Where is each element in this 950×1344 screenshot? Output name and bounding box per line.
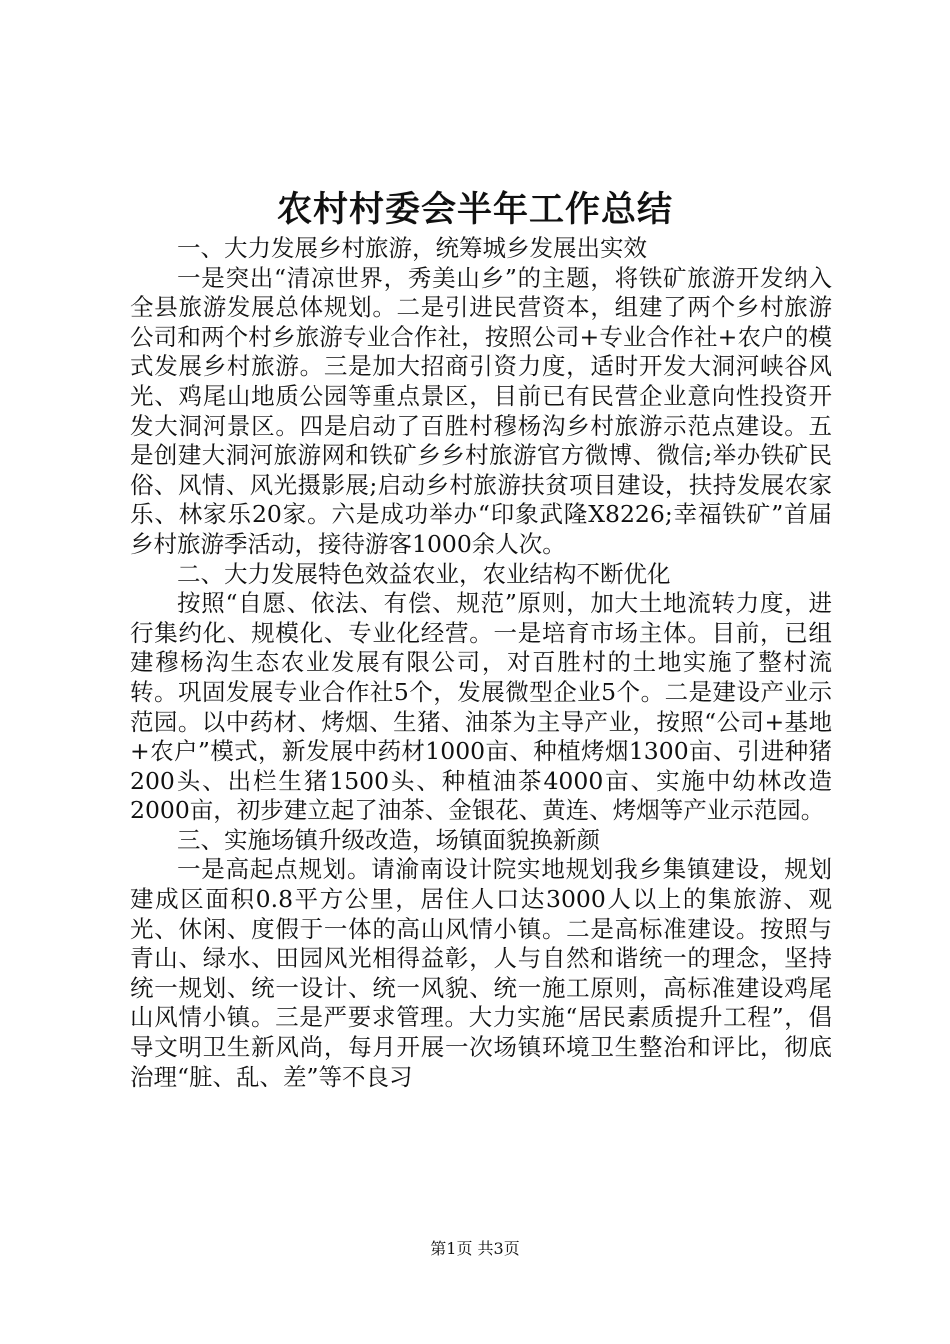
paragraph-1: 一是突出“清凉世界，秀美山乡”的主题，将铁矿旅游开发纳入全县旅游发展总体规划。二是引进民营资本，组建了两个乡村旅游公司和两个村乡旅游专业合作社，按照公司+专业合作社+农户的模式发展乡村旅游。三是加大招商引资力度，适时开发大洞河峡谷风光、鸡尾山地质公园等重点景区，目前已有民营企业意向性投资开发大洞河景区。四是启动了百胜村穆杨沟乡村旅游示范点建设。五是创建大洞河旅游网和铁矿乡乡村旅游官方微博、微信;举办铁矿民俗、风情、风光摄影展;启动乡村旅游扶贫项目建设，扶持发展农家乐、林家乐20家。六是成功举办“印象武隆X8226;幸福铁矿”首届乡村旅游季活动，接待游客1000余人次。 <box>130 263 832 558</box>
section-heading-3: 三、实施场镇升级改造，场镇面貌换新颜 <box>177 825 600 854</box>
section-heading-1: 一、大力发展乡村旅游，统筹城乡发展出实效 <box>177 234 647 262</box>
page-number-footer: 第1页 共3页 <box>430 1239 520 1258</box>
document-title: 农村村委会半年工作总结 <box>276 189 673 230</box>
paragraph-3: 一是高起点规划。请渝南设计院实地规划我乡集镇建设，规划建成区面积0.8平方公里，居住人口达3000人以上的集旅游、观光、休闲、度假于一体的高山风情小镇。二是高标准建设。按照与青山、绿水、田园风光相得益彰，人与自然和谐统一的理念，坚持统一规划、统一设计、统一风貌、统一施工原则，高标准建设鸡尾山风情小镇。三是严要求管理。大力实施“居民素质提升工程”，倡导文明卫生新风尚，每月开展一次场镇环境卫生整治和评比，彻底治理“脏、乱、差”等不良习 <box>130 855 832 1091</box>
document-body <box>130 234 832 1092</box>
section-heading-2: 二、大力发展特色效益农业，农业结构不断优化 <box>177 559 671 588</box>
paragraph-2: 按照“自愿、依法、有偿、规范”原则，加大土地流转力度，进行集约化、规模化、专业化经营。一是培育市场主体。目前，已组建穆杨沟生态农业发展有限公司，对百胜村的土地实施了整村流转。巩固发展专业合作社5个，发展微型企业5个。二是建设产业示范园。以中药材、烤烟、生猪、油茶为主导产业，按照“公司+基地+农户”模式，新发展中药材1000亩、种植烤烟1300亩、引进种猪200头、出栏生猪1500头、种植油茶4000亩、实施中幼林改造2000亩，初步建立起了油茶、金银花、黄连、烤烟等产业示范园。 <box>130 589 832 825</box>
